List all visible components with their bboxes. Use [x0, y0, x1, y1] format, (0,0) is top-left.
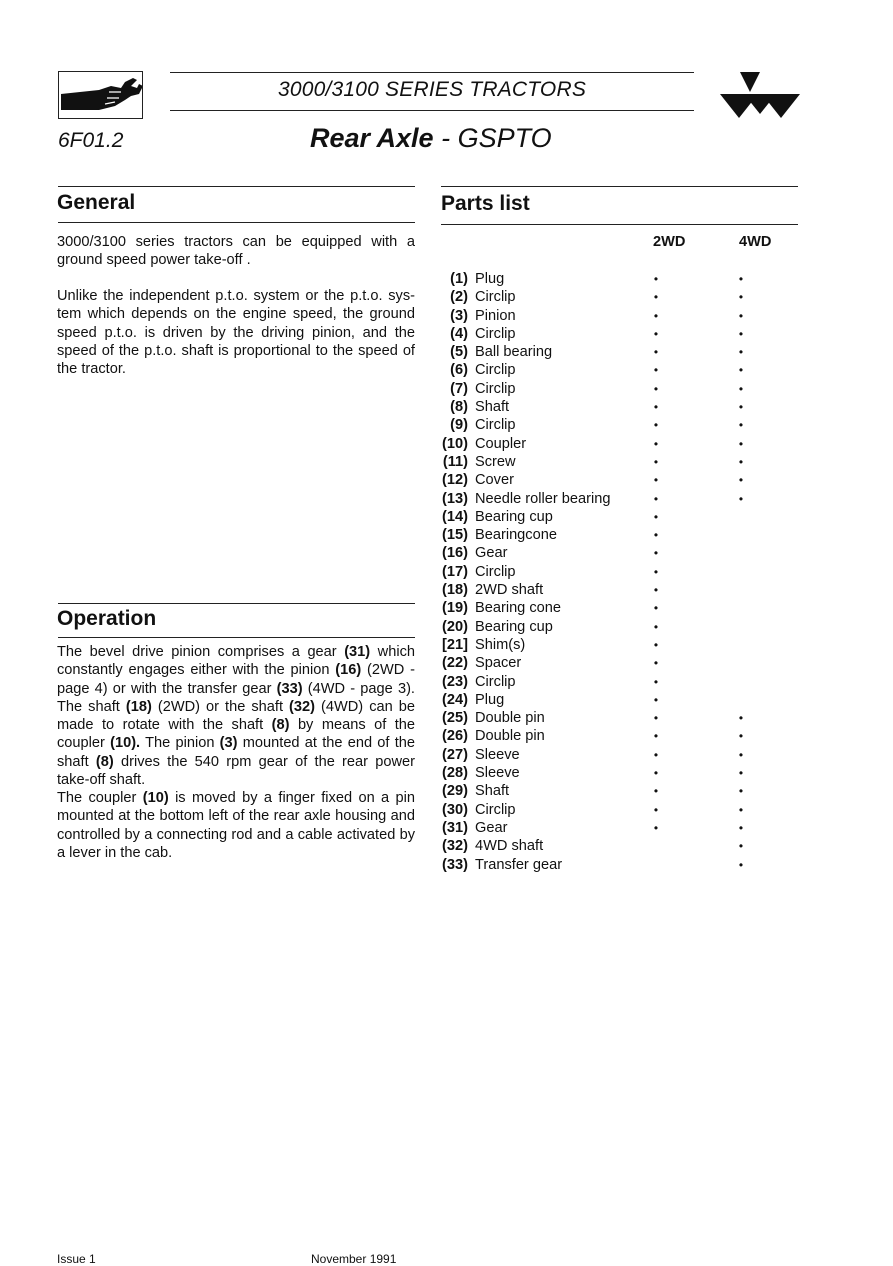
parts-row — [436, 581, 766, 599]
bullet-2wd: • — [653, 637, 659, 652]
bullet-2wd: • — [653, 290, 659, 305]
parts-row — [436, 837, 766, 855]
part-name: Double pin — [475, 728, 545, 745]
page-title-bold: Rear Axle — [310, 123, 434, 153]
header-rule-top — [170, 72, 694, 73]
part-number: (20) — [442, 618, 468, 635]
bullet-4wd: • — [738, 473, 744, 488]
bullet-2wd: • — [653, 802, 659, 817]
operation-p1-run: (10). — [110, 735, 141, 752]
bullet-2wd: • — [653, 546, 659, 561]
part-name: Shaft — [475, 399, 510, 416]
bullet-4wd: • — [738, 839, 744, 854]
operation-p1-run: The pinion — [140, 735, 220, 752]
part-name: Sleeve — [475, 765, 520, 782]
bullet-2wd: • — [653, 583, 659, 598]
bullet-2wd: • — [653, 729, 659, 744]
operation-p1-run: by means of the coupler — [57, 717, 415, 752]
part-number: (30) — [442, 801, 468, 818]
part-number: (25) — [442, 710, 468, 727]
bullet-2wd: • — [653, 381, 659, 396]
parts-row — [436, 618, 766, 636]
part-name: Circlip — [475, 801, 516, 818]
bullet-2wd: • — [653, 491, 659, 506]
operation-p1-run: (8) — [271, 717, 290, 734]
part-number: (18) — [442, 582, 468, 599]
bullet-4wd: • — [738, 290, 744, 305]
operation-p2-run: (10) — [142, 790, 169, 806]
part-name: Bearing cup — [475, 508, 553, 525]
part-number: (7) — [450, 380, 468, 397]
parts-rule-bottom — [441, 224, 798, 225]
part-name: Transfer gear — [475, 856, 563, 873]
service-logo — [58, 71, 143, 119]
parts-row — [436, 856, 766, 874]
bullet-2wd: • — [653, 326, 659, 341]
bullet-2wd: • — [653, 272, 659, 286]
parts-row — [436, 471, 766, 489]
part-name: Gear — [475, 545, 508, 562]
operation-p2-run: is moved by a finger fixed on a pin mounted at the bottom left of the rear axle housing and controlled by a connecting rod and a cable activated by a lever in the cab. — [57, 790, 415, 861]
parts-row — [436, 819, 766, 837]
operation-p1-run: (32) — [289, 698, 315, 715]
bullet-4wd: • — [738, 436, 744, 451]
operation-p2-run: The coupler — [57, 790, 143, 806]
parts-row — [436, 343, 766, 361]
operation-p1-run: (16) — [335, 662, 362, 679]
general-rule-top — [58, 186, 415, 187]
part-name: 4WD shaft — [475, 838, 544, 855]
bullet-2wd: • — [653, 601, 659, 616]
part-name: Circlip — [475, 289, 516, 306]
part-name: Plug — [475, 691, 505, 708]
parts-row — [436, 691, 766, 709]
bullet-4wd: • — [738, 272, 744, 286]
col-header-2wd: 2WD — [653, 234, 686, 250]
operation-p1-run: which constantly engages either with the pinion — [57, 644, 415, 679]
parts-row — [436, 563, 766, 581]
series-title: 3000/3100 SERIES TRACTORS — [277, 78, 587, 101]
general-paragraph-2: Unlike the independent p.t.o. system or the p.t.o. sys-tem which depends on the engine speed, the ground speed p.t.o. is driven by the driving pinion, and the speed of the p.t.o. shaft is proportional to the speed of the tractor. — [57, 288, 415, 378]
part-number: (13) — [442, 490, 468, 507]
bullet-2wd: • — [653, 345, 659, 360]
bullet-2wd: • — [653, 418, 659, 433]
part-name: Sleeve — [475, 746, 520, 763]
bullet-2wd: • — [653, 473, 659, 488]
bullet-2wd: • — [653, 820, 659, 835]
bullet-2wd: • — [653, 711, 659, 726]
parts-row — [436, 599, 766, 617]
page-title — [310, 123, 552, 154]
bullet-2wd: • — [653, 766, 659, 781]
part-name: Pinion — [475, 307, 516, 324]
part-number: (10) — [442, 435, 468, 452]
parts-table — [436, 270, 766, 874]
part-number: (26) — [442, 728, 468, 745]
parts-row — [436, 270, 766, 288]
operation-p1-run: mounted at the end of the shaft — [57, 735, 415, 770]
part-number: (28) — [442, 765, 468, 782]
operation-rule-bottom — [58, 637, 415, 638]
operation-p1-run: (4WD - page 3). The shaft — [57, 680, 415, 715]
part-name: Spacer — [475, 655, 522, 672]
parts-row — [436, 288, 766, 306]
part-name: Circlip — [475, 362, 516, 379]
part-name: Screw — [475, 453, 516, 470]
part-number: (22) — [442, 655, 468, 672]
bullet-2wd: • — [653, 363, 659, 378]
operation-p1-run: (2WD) or the shaft — [151, 698, 290, 715]
part-number: (16) — [442, 545, 468, 562]
part-number: (27) — [442, 746, 468, 763]
general-paragraph-1: 3000/3100 series tractors can be equipped with a ground speed power take-off . — [57, 234, 415, 269]
bullet-4wd: • — [738, 400, 744, 415]
part-number: (33) — [442, 856, 468, 873]
parts-row — [436, 361, 766, 379]
part-number: (23) — [442, 673, 468, 690]
part-name: 2WD shaft — [475, 582, 544, 599]
parts-row — [436, 673, 766, 691]
parts-row — [436, 380, 766, 398]
operation-p1-run: (4WD) can be made to rotate with the shaft — [57, 698, 415, 734]
part-number: (19) — [442, 600, 468, 617]
part-name: Circlip — [475, 380, 516, 397]
part-number: (32) — [442, 838, 468, 855]
bullet-2wd: • — [653, 436, 659, 451]
part-number: (4) — [450, 325, 468, 342]
footer-date: November 1991 — [311, 1252, 397, 1266]
bullet-4wd: • — [738, 418, 744, 433]
operation-heading: Operation — [57, 607, 157, 630]
bullet-2wd: • — [653, 692, 659, 707]
brand-logo — [720, 68, 802, 128]
operation-rule-top — [58, 603, 415, 604]
bullet-4wd: • — [738, 381, 744, 396]
section-code: 6F01.2 — [58, 129, 124, 152]
part-number: (3) — [450, 307, 468, 324]
wrench-hand-icon — [59, 72, 143, 119]
parts-row — [436, 325, 766, 343]
part-name: Circlip — [475, 673, 516, 690]
part-name: Bearing cup — [475, 618, 553, 635]
bullet-4wd: • — [738, 454, 744, 469]
part-name: Bearing cone — [475, 600, 562, 617]
bullet-2wd: • — [653, 454, 659, 469]
bullet-4wd: • — [738, 491, 744, 506]
part-number: (6) — [450, 362, 468, 379]
bullet-4wd: • — [738, 747, 744, 762]
bullet-2wd: • — [653, 509, 659, 524]
part-name: Plug — [475, 271, 505, 287]
part-name: Ball bearing — [475, 344, 553, 361]
part-name: Coupler — [475, 435, 527, 452]
operation-p1-run: (31) — [344, 644, 371, 660]
bullet-4wd: • — [738, 729, 744, 744]
parts-row — [436, 526, 766, 544]
parts-row — [436, 654, 766, 672]
bullet-2wd: • — [653, 784, 659, 799]
part-number: (5) — [450, 344, 468, 361]
parts-heading: Parts list — [441, 192, 530, 215]
parts-row — [436, 782, 766, 800]
operation-paragraph-2 — [57, 789, 415, 862]
parts-row — [436, 636, 766, 654]
bullet-2wd: • — [653, 656, 659, 671]
operation-p1-run: (18) — [125, 698, 152, 715]
operation-p1-run: drives the 540 rpm gear of the rear power take-off shaft. — [57, 753, 415, 789]
bullet-2wd: • — [653, 308, 659, 323]
part-name: Double pin — [475, 710, 545, 727]
triple-triangle-logo — [720, 68, 802, 128]
bullet-4wd: • — [738, 784, 744, 799]
part-name: Circlip — [475, 325, 516, 342]
part-name: Shim(s) — [475, 636, 526, 653]
parts-row — [436, 544, 766, 562]
part-number: (24) — [442, 691, 468, 708]
parts-rule-top — [441, 186, 798, 187]
parts-row — [436, 307, 766, 325]
header-rule-bottom — [170, 110, 694, 111]
parts-row — [436, 435, 766, 453]
operation-paragraph-1 — [57, 643, 415, 789]
parts-row — [436, 453, 766, 471]
bullet-4wd: • — [738, 766, 744, 781]
parts-row — [436, 416, 766, 434]
parts-row — [436, 398, 766, 416]
operation-p1-run: (2WD - page 4) or with the transfer gear — [57, 662, 415, 697]
part-number: (14) — [442, 508, 468, 525]
part-name: Bearingcone — [475, 527, 557, 544]
bullet-2wd: • — [653, 619, 659, 634]
parts-row — [436, 746, 766, 764]
parts-row — [436, 727, 766, 745]
parts-row — [436, 764, 766, 782]
footer-issue: Issue 1 — [57, 1252, 96, 1266]
general-heading: General — [57, 191, 136, 214]
parts-row — [436, 490, 766, 508]
part-number: (31) — [442, 819, 468, 836]
part-number: (1) — [450, 271, 468, 287]
bullet-4wd: • — [738, 857, 744, 872]
part-number: (9) — [450, 417, 468, 434]
bullet-4wd: • — [738, 820, 744, 835]
part-name: Gear — [475, 819, 508, 836]
bullet-2wd: • — [653, 564, 659, 579]
part-name: Cover — [475, 472, 514, 489]
bullet-4wd: • — [738, 363, 744, 378]
bullet-2wd: • — [653, 674, 659, 689]
operation-p1-run: The bevel drive pinion comprises a gear — [57, 644, 345, 660]
bullet-4wd: • — [738, 802, 744, 817]
general-rule-bottom — [58, 222, 415, 223]
part-name: Shaft — [475, 783, 510, 800]
bullet-4wd: • — [738, 326, 744, 341]
parts-row — [436, 709, 766, 727]
part-number: (12) — [442, 472, 468, 489]
part-number: (11) — [442, 453, 468, 470]
bullet-4wd: • — [738, 308, 744, 323]
parts-row — [436, 801, 766, 819]
part-number: [21] — [442, 636, 468, 653]
bullet-2wd: • — [653, 400, 659, 415]
bullet-2wd: • — [653, 747, 659, 762]
col-header-4wd: 4WD — [739, 234, 772, 250]
part-number: (15) — [442, 527, 468, 544]
page-title-rest: - GSPTO — [433, 123, 552, 153]
operation-p1-run: (33) — [276, 680, 303, 697]
operation-p1-run: (8) — [95, 753, 114, 770]
operation-p1-run: (3) — [219, 735, 238, 752]
part-name: Needle roller bearing — [475, 490, 611, 507]
part-number: (8) — [450, 399, 468, 416]
part-number: (2) — [450, 289, 468, 306]
bullet-2wd: • — [653, 528, 659, 543]
bullet-4wd: • — [738, 345, 744, 360]
bullet-4wd: • — [738, 711, 744, 726]
part-name: Circlip — [475, 417, 516, 434]
part-number: (29) — [442, 783, 468, 800]
part-number: (17) — [442, 563, 468, 580]
part-name: Circlip — [475, 563, 516, 580]
parts-row — [436, 508, 766, 526]
